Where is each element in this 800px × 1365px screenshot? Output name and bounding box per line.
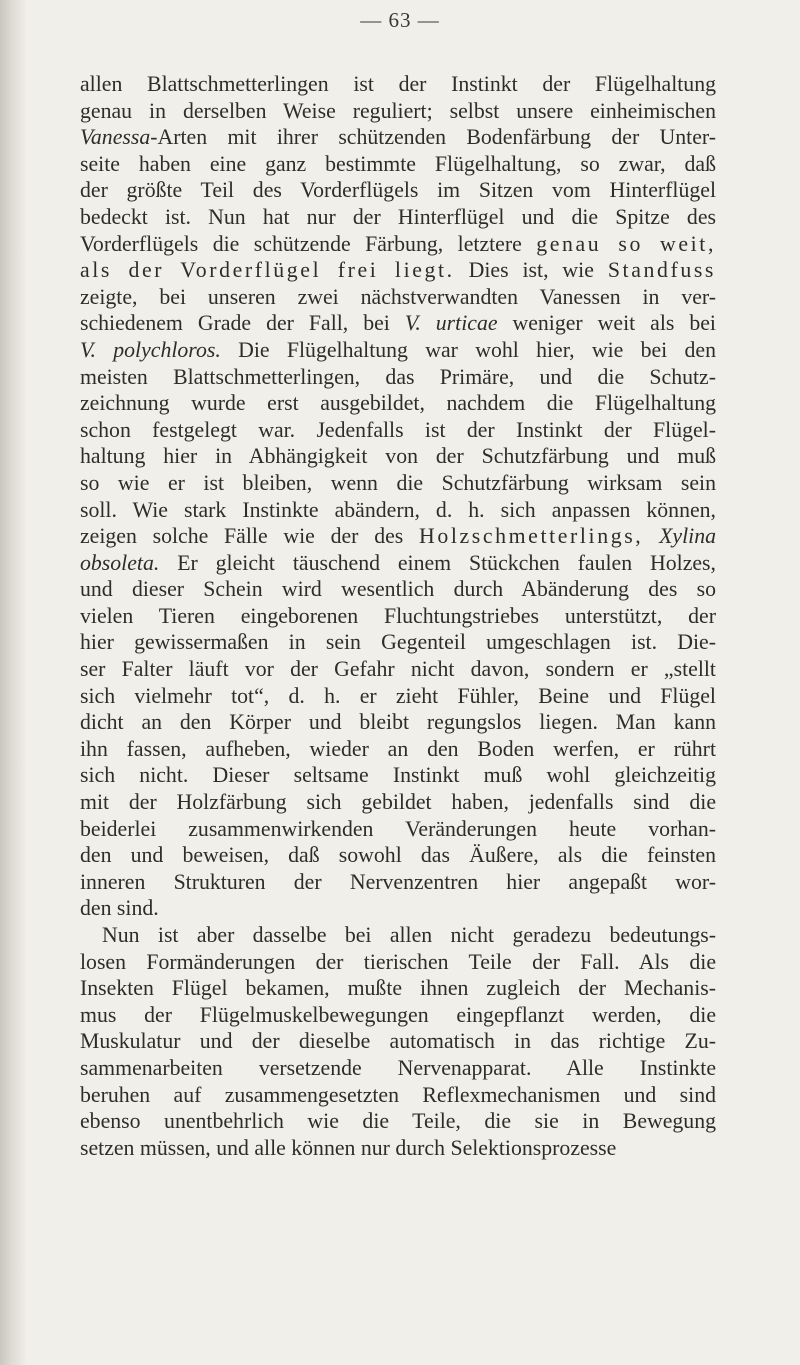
text-segment: sich vielmehr tot“, d. h. er zieht Fühler, Beine und Flügel <box>80 683 716 708</box>
text-line <box>80 443 716 470</box>
text-line <box>80 576 716 603</box>
text-segment: haltung hier in Abhängigkeit von der Schutzfärbung und muß <box>80 444 716 469</box>
text-segment: bedeckt ist. Nun hat nur der Hinterflügel und die Spitze des <box>80 204 716 229</box>
text-line <box>80 470 716 497</box>
text-line <box>80 603 716 630</box>
spaced-text: als der Vorderflügel frei liegt. <box>80 258 455 283</box>
book-spine-shadow <box>0 0 26 1365</box>
text-segment: schon festgelegt war. Jedenfalls ist der Instinkt der Flügel- <box>80 417 716 442</box>
text-segment: Dies ist, wie <box>454 258 608 283</box>
text-line <box>80 949 716 976</box>
text-line <box>80 1002 716 1029</box>
text-segment: genau in derselben Weise reguliert; selbst unsere einheimischen <box>80 98 716 123</box>
text-segment: zeigen solche Fälle wie der des <box>80 524 419 549</box>
text-line <box>80 257 716 284</box>
text-line <box>80 683 716 710</box>
text-segment: mus der Flügelmuskelbewegungen eingepflanzt werden, die <box>80 1002 716 1027</box>
text-line <box>80 231 716 258</box>
text-segment: vielen Tieren eingeborenen Fluchtungstriebes unterstützt, der <box>80 603 716 628</box>
text-segment: beruhen auf zusammengesetzten Reflexmechanismen und sind <box>80 1082 716 1107</box>
text-segment: ihn fassen, aufheben, wieder an den Boden werfen, er rührt <box>80 736 716 761</box>
text-line <box>80 869 716 896</box>
text-line <box>80 497 716 524</box>
text-line <box>80 310 716 337</box>
text-line <box>80 1028 716 1055</box>
text-segment: der größte Teil des Vorderflügels im Sitzen vom Hinterflügel <box>80 178 716 203</box>
text-line <box>80 1135 716 1162</box>
text-segment: mit der Holzfärbung sich gebildet haben, jedenfalls sind die <box>80 790 716 815</box>
text-segment: so wie er ist bleiben, wenn die Schutzfärbung wirksam sein <box>80 470 716 495</box>
text-line <box>80 284 716 311</box>
italic-text: V. urticae <box>404 311 498 336</box>
text-segment: -Arten mit ihrer schützenden Bodenfärbung der Unter- <box>150 125 716 150</box>
text-segment: zeigte, bei unseren zwei nächstverwandten Vanessen in ver- <box>80 284 716 309</box>
text-line <box>80 1108 716 1135</box>
text-line <box>80 895 716 922</box>
text-segment: dicht an den Körper und bleibt regungslos liegen. Man kann <box>80 710 716 735</box>
spaced-text: Holzschmetterlings, <box>419 524 644 549</box>
text-line <box>80 337 716 364</box>
text-line <box>80 390 716 417</box>
text-line <box>80 1055 716 1082</box>
text-line <box>80 816 716 843</box>
text-line <box>80 71 716 98</box>
text-line <box>80 842 716 869</box>
text-line <box>80 151 716 178</box>
text-line <box>80 124 716 151</box>
text-line <box>80 177 716 204</box>
text-line <box>80 922 716 949</box>
italic-text: obsoleta. <box>80 550 160 575</box>
text-line <box>80 364 716 391</box>
text-segment: Er gleicht täuschend einem Stückchen faulen Holzes, <box>159 550 716 575</box>
text-line <box>80 975 716 1002</box>
text-segment: seite haben eine ganz bestimmte Flügelhaltung, so zwar, daß <box>80 151 716 176</box>
text-segment: Die Flügelhaltung war wohl hier, wie bei den <box>220 337 716 362</box>
text-segment: hier gewissermaßen in sein Gegenteil umgeschlagen ist. Die- <box>80 630 716 655</box>
text-line <box>80 204 716 231</box>
text-segment: ebenso unentbehrlich wie die Teile, die sie in Bewegung <box>80 1109 716 1134</box>
text-line <box>80 762 716 789</box>
text-line <box>80 523 716 550</box>
text-segment <box>643 524 659 548</box>
text-segment: weniger weit als bei <box>497 311 716 336</box>
body-text <box>80 71 716 1161</box>
italic-text: V. polychloros. <box>80 337 221 362</box>
text-segment: Nun ist aber dasselbe bei allen nicht geradezu bedeutungs- <box>102 923 716 947</box>
italic-text: Vanessa <box>80 125 151 150</box>
text-segment: zeichnung wurde erst ausgebildet, nachdem die Flügelhaltung <box>80 391 716 416</box>
text-line <box>80 709 716 736</box>
text-segment: und dieser Schein wird wesentlich durch Abänderung des so <box>80 577 716 602</box>
italic-text: Xylina <box>659 524 716 549</box>
text-segment: den sind. <box>80 896 159 921</box>
text-segment: sich nicht. Dieser seltsame Instinkt muß wohl gleichzeitig <box>80 763 716 788</box>
text-segment: allen Blattschmetterlingen ist der Instinkt der Flügelhaltung <box>80 72 716 96</box>
text-segment: Vorderflügels die schützende Färbung, letztere <box>80 231 537 256</box>
page-number: — 63 — <box>360 8 440 32</box>
text-segment: soll. Wie stark Instinkte abändern, d. h. sich anpassen können, <box>80 497 716 522</box>
text-segment: losen Formänderungen der tierischen Teile der Fall. Als die <box>80 949 716 974</box>
text-line <box>80 1082 716 1109</box>
text-line <box>80 98 716 125</box>
paragraph-1 <box>80 71 716 922</box>
text-line <box>80 789 716 816</box>
text-line <box>80 629 716 656</box>
text-segment: den und beweisen, daß sowohl das Äußere, als die feinsten <box>80 843 716 868</box>
text-segment: inneren Strukturen der Nervenzentren hier angepaßt wor- <box>80 869 716 894</box>
text-segment: schiedenem Grade der Fall, bei <box>80 311 405 336</box>
paragraph-2 <box>80 922 716 1161</box>
text-segment: ser Falter läuft vor der Gefahr nicht davon, sondern er „stellt <box>80 657 716 682</box>
text-segment: sammenarbeiten versetzende Nervenapparat. Alle Instinkte <box>80 1055 716 1080</box>
text-segment: meisten Blattschmetterlingen, das Primäre, und die Schutz- <box>80 364 716 389</box>
text-segment: setzen müssen, und alle können nur durch Selektionsprozesse <box>80 1135 617 1160</box>
spaced-text: genau so weit, <box>536 231 717 256</box>
spaced-text: Standfuss <box>607 258 716 283</box>
text-line <box>80 736 716 763</box>
text-line <box>80 550 716 577</box>
text-segment: Muskulatur und der dieselbe automatisch in das richtige Zu- <box>80 1029 716 1054</box>
text-segment: Insekten Flügel bekamen, mußte ihnen zugleich der Mechanis- <box>80 976 716 1001</box>
text-line <box>80 656 716 683</box>
text-segment: beiderlei zusammenwirkenden Veränderungen heute vorhan- <box>80 816 716 841</box>
text-line <box>80 417 716 444</box>
